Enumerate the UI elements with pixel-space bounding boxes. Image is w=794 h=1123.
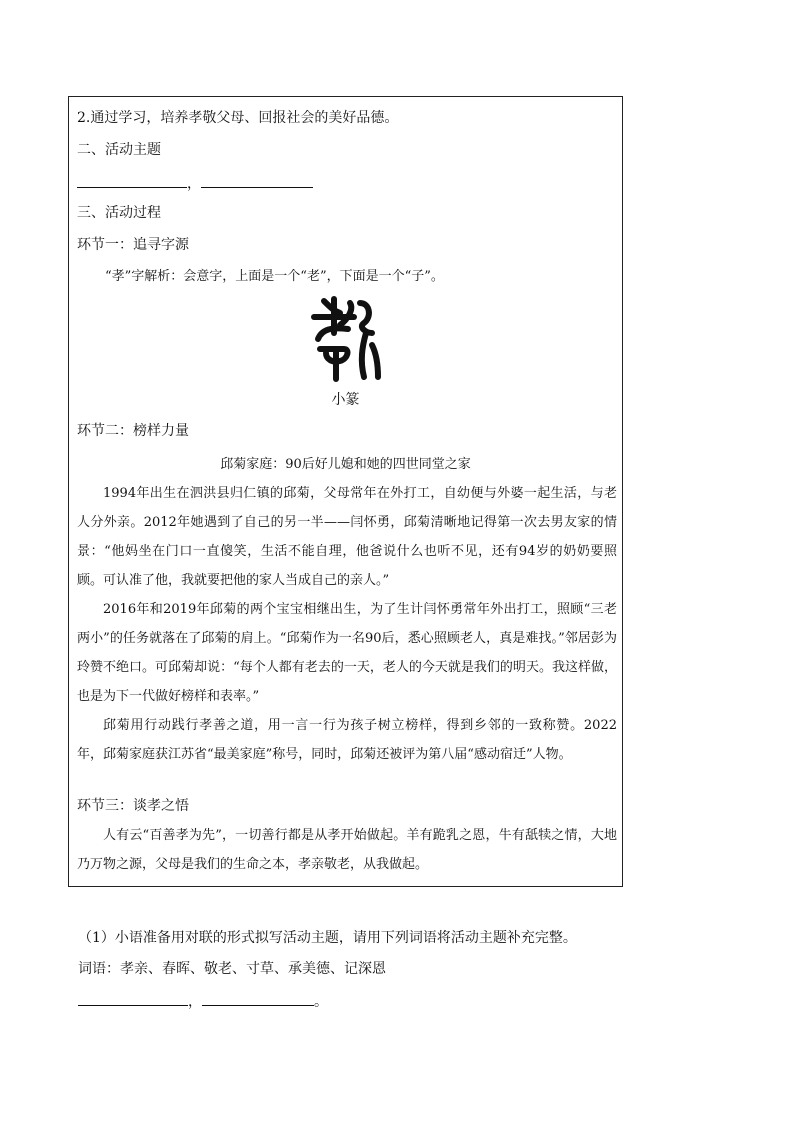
question-1: （1）小语准备用对联的形式拟写活动主题，请用下列词语将活动主题补充完整。: [78, 930, 577, 946]
glyph-caption: 小篆: [331, 392, 360, 408]
answer-blank-1[interactable]: [78, 991, 188, 1006]
step1-text: “孝”字解析：会意字，上面是一个“老”，下面是一个“子”。: [105, 269, 444, 284]
step2-title: 环节二：榜样力量: [77, 423, 189, 439]
answer-separator: ，: [188, 994, 202, 1010]
theme-blank-2[interactable]: [201, 173, 313, 188]
answer-end-mark: 。: [314, 994, 328, 1010]
answer-blank-2[interactable]: [202, 991, 314, 1006]
activity-box: [68, 96, 623, 887]
answer-blanks: [78, 991, 328, 1011]
step3-title: 环节三：谈孝之悟: [77, 798, 189, 814]
story-paragraph-3: 邱菊用行动践行孝善之道，用一言一行为孩子树立榜样，得到乡邻的一致称赞。2022年，邱菊家庭获江苏省“最美家庭”称号，同时，邱菊还被评为第八届“感动宿迁”人物。: [77, 718, 617, 762]
word-list: 词语：孝亲、春晖、敬老、寸草、承美德、记深恩: [78, 961, 386, 977]
story-paragraph-2: 2016年和2019年邱菊的两个宝宝相继出生，为了生计闫怀勇常年外出打工，照顾“三老两小”的任务就落在了邱菊的肩上。“邱菊作为一名90后，悉心照顾老人，真是难找。”邻居彭为玲赞不绝口。可邱菊却说：“每个人都有老去的一天，老人的今天就是我们的明天。我这样做，也是为下一代做好榜样和表率。”: [77, 602, 617, 704]
story-title: 邱菊家庭：90后好儿媳和她的四世同堂之家: [220, 457, 471, 472]
goal-2: 2.通过学习，培养孝敬父母、回报社会的美好品德。: [77, 110, 399, 126]
theme-blank-1[interactable]: [77, 173, 187, 188]
theme-blanks: [77, 173, 313, 193]
step1-title: 环节一：追寻字源: [77, 237, 189, 253]
seal-script-xiao-glyph: [310, 293, 382, 383]
theme-separator: ，: [187, 176, 201, 192]
story-paragraph-1: 1994年出生在泗洪县归仁镇的邱菊，父母常年在外打工，自幼便与外婆一起生活，与老人分外亲。2012年她遇到了自己的另一半——闫怀勇，邱菊清晰地记得第一次去男友家的情景：“他妈坐在门口一直傻笑，生活不能自理，他爸说什么也听不见，还有94岁的奶奶要照顾。可认准了他，我就要把他的家人当成自己的亲人。”: [77, 486, 617, 588]
reflection-paragraph: 人有云“百善孝为先”，一切善行都是从孝开始做起。羊有跪乳之恩，牛有舐犊之情，大地乃万物之源，父母是我们的生命之本，孝亲敬老，从我做起。: [77, 828, 617, 872]
section-process-heading: 三、活动过程: [77, 205, 161, 221]
section-theme-heading: 二、活动主题: [77, 142, 161, 158]
